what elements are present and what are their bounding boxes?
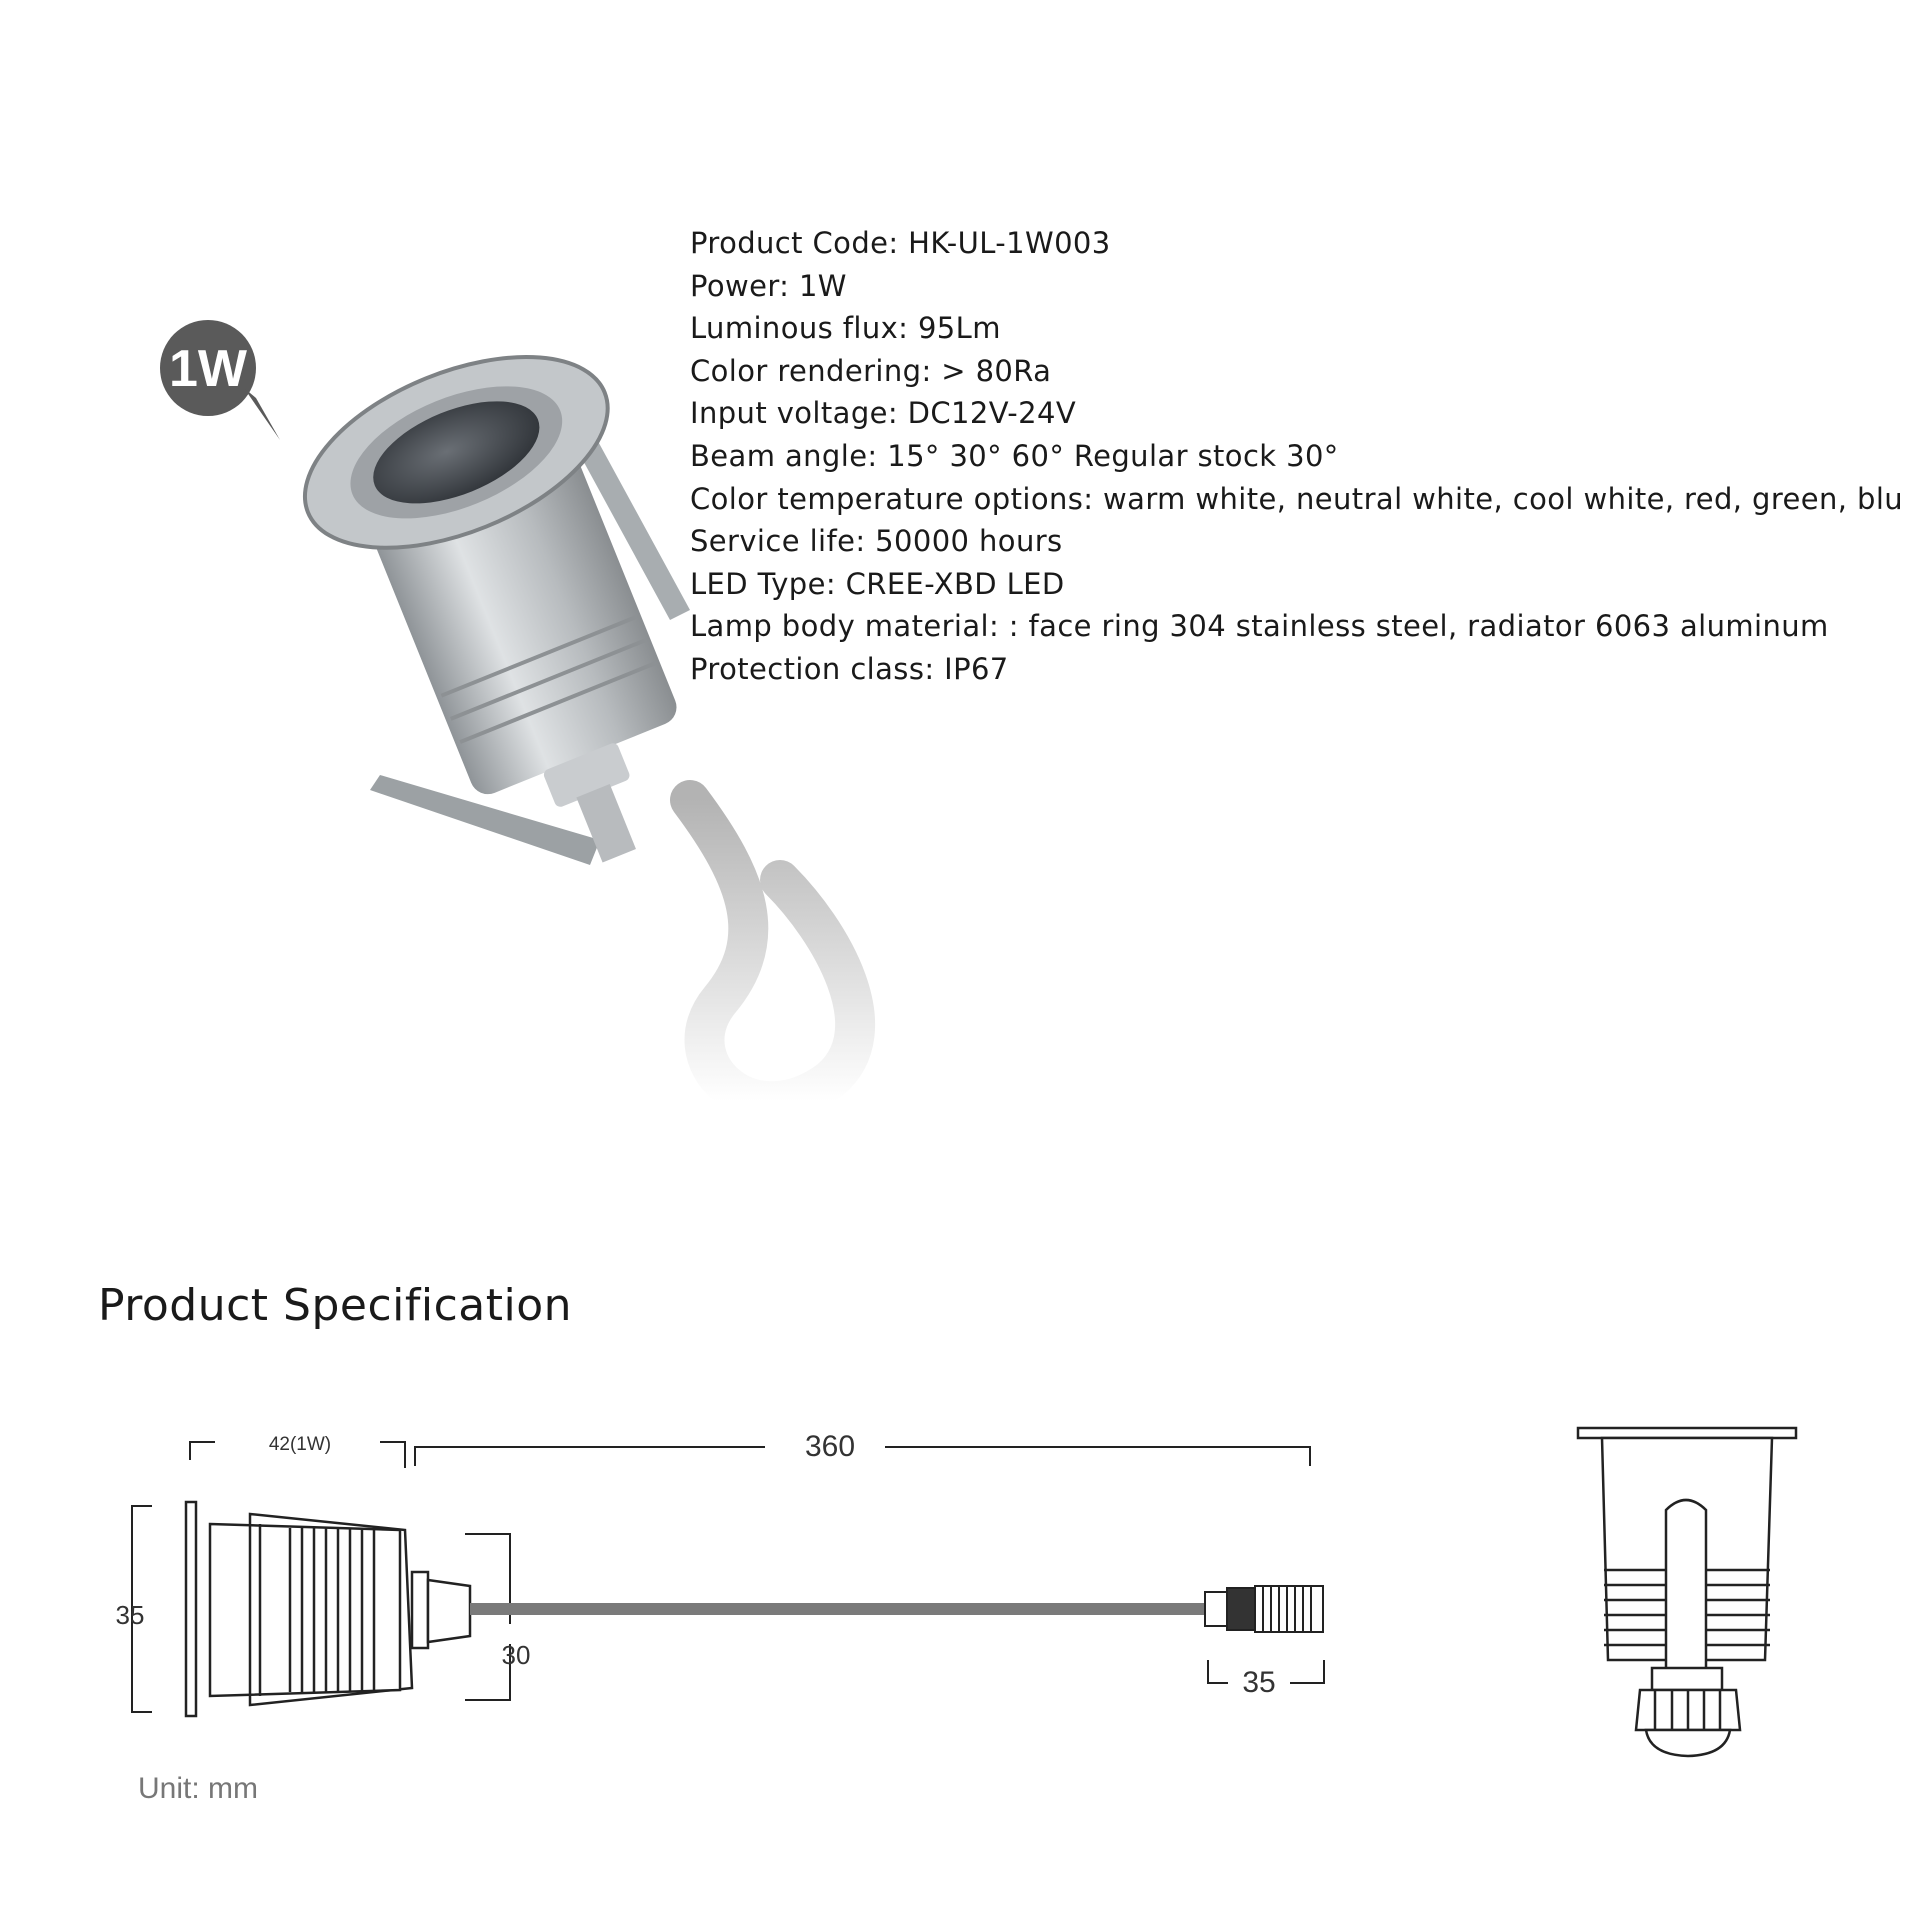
front-face-ring xyxy=(1578,1428,1796,1438)
cable-connector xyxy=(1205,1586,1323,1632)
length-dim-right xyxy=(885,1447,1310,1466)
height-label: 35 xyxy=(115,1600,145,1630)
front-spring-clip xyxy=(1666,1500,1706,1675)
spec-luminous-flux: Luminous flux: 95Lm xyxy=(690,311,1001,346)
spec-led-type: LED Type: CREE-XBD LED xyxy=(690,566,1065,601)
product-photo xyxy=(130,280,1010,1160)
unit-label: Unit: mm xyxy=(138,1772,258,1805)
spec-input-voltage: Input voltage: DC12V-24V xyxy=(690,396,1077,431)
cable-loop xyxy=(690,800,855,1101)
spec-service-life: Service life: 50000 hours xyxy=(690,524,1063,559)
badge-text: 1W xyxy=(169,340,247,398)
spec-product-code: Product Code: HK-UL-1W003 xyxy=(690,226,1111,260)
side-lamp-body xyxy=(186,1502,470,1716)
spec-beam-angle: Beam angle: 15° 30° 60° Regular stock 30° xyxy=(690,438,1339,473)
width-dim-left xyxy=(190,1442,215,1460)
spec-power: Power: 1W xyxy=(690,268,847,303)
width-dim-right xyxy=(380,1442,405,1468)
side-view-drawing xyxy=(100,1400,1350,1770)
width-label: 42(1W) xyxy=(268,1434,332,1455)
cable-line xyxy=(470,1603,1212,1615)
front-gland xyxy=(1652,1668,1722,1690)
front-cable-end xyxy=(1646,1730,1730,1756)
length-label: 360 xyxy=(804,1430,856,1463)
spec-body-material: Lamp body material: : face ring 304 stainless steel, radiator 6063 aluminum xyxy=(690,609,1829,644)
length-dim-left xyxy=(415,1447,765,1466)
connector-label: 35 xyxy=(1242,1666,1276,1699)
connector-dim-right xyxy=(1290,1660,1324,1683)
spec-protection-class: Protection class: IP67 xyxy=(690,651,1009,686)
spec-color-temperature: Color temperature options: warm white, neutral white, cool white, red, green, blu xyxy=(690,481,1904,516)
section-title: Product Specification xyxy=(98,1280,573,1331)
connector-dim-left xyxy=(1208,1660,1228,1683)
spec-color-rendering: Color rendering: > 80Ra xyxy=(690,353,1052,388)
front-view-drawing xyxy=(1560,1410,1820,1770)
depth-label: 30 xyxy=(501,1640,531,1670)
